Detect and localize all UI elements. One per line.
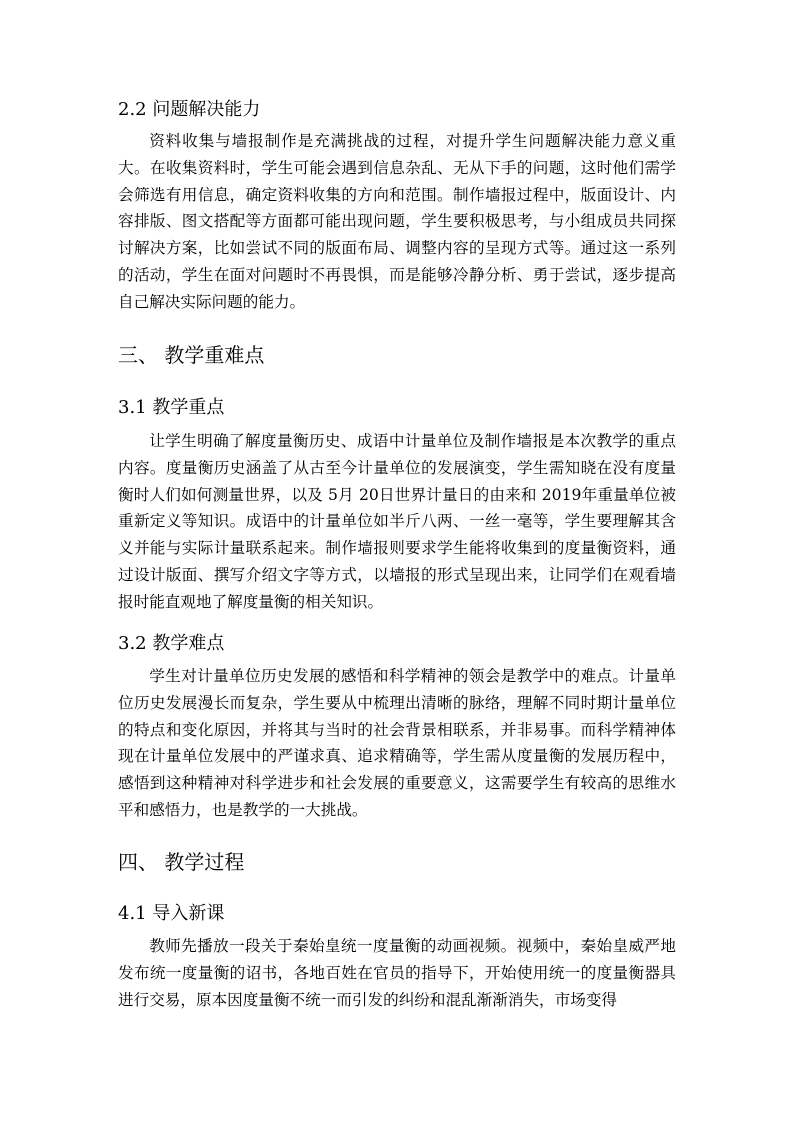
section-paragraph-3-1: 让学生明确了解度量衡历史、成语中计量单位及制作墙报是本次教学的重点内容。度量衡历史涵盖了从古至今计量单位的发展演变，学生需知晓在没有度量衡时人们如何测量世界，以及 5月 20日世界计量日的由来和 2019年重量单位被重新定义等知识。成语中的计量单位如半斤八两、一丝一毫等，学生要理解其含义并能与实际计量联系起来。制作墙报则要求学生能将收集到的度量衡资料，通过设计版面、撰写介绍文字等方式，以墙报的形式呈现出来，让同学们在观看墙报时能直观地了解度量衡的相关知识。 [118, 432, 676, 611]
section-heading-3-1: 3.1 教学重点 [118, 397, 225, 418]
section-heading-3-2: 3.2 教学难点 [118, 633, 225, 654]
section-heading-3: 三、 教学重难点 [118, 343, 265, 367]
section-heading-2-2: 2.2 问题解决能力 [118, 99, 261, 120]
section-paragraph-4-1: 教师先播放一段关于秦始皇统一度量衡的动画视频。视频中，秦始皇威严地发布统一度量衡的诏书，各地百姓在官员的指导下，开始使用统一的度量衡器具进行交易，原本因度量衡不统一而引发的纠纷和混乱渐渐消失，市场变得 [118, 937, 676, 1009]
section-heading-4: 四、 教学过程 [118, 850, 245, 874]
section-paragraph-3-2: 学生对计量单位历史发展的感悟和科学精神的领会是教学中的难点。计量单位历史发展漫长而复杂，学生要从中梳理出清晰的脉络，理解不同时期计量单位的特点和变化原因，并将其与当时的社会背景相联系，并非易事。而科学精神体现在计量单位发展中的严谨求真、追求精确等，学生需从度量衡的发展历程中，感悟到这种精神对科学进步和社会发展的重要意义，这需要学生有较高的思维水平和感悟力，也是教学的一大挑战。 [118, 667, 676, 819]
section-paragraph-2-2: 资料收集与墙报制作是充满挑战的过程，对提升学生问题解决能力意义重大。在收集资料时，学生可能会遇到信息杂乱、无从下手的问题，这时他们需学会筛选有用信息，确定资料收集的方向和范围。制作墙报过程中，版面设计、内容排版、图文搭配等方面都可能出现问题，学生要积极思考，与小组成员共同探讨解决方案，比如尝试不同的版面布局、调整内容的呈现方式等。通过这一系列的活动，学生在面对问题时不再畏惧，而是能够冷静分析、勇于尝试，逐步提高自己解决实际问题的能力。 [118, 132, 676, 311]
section-heading-4-1: 4.1 导入新课 [118, 903, 225, 924]
